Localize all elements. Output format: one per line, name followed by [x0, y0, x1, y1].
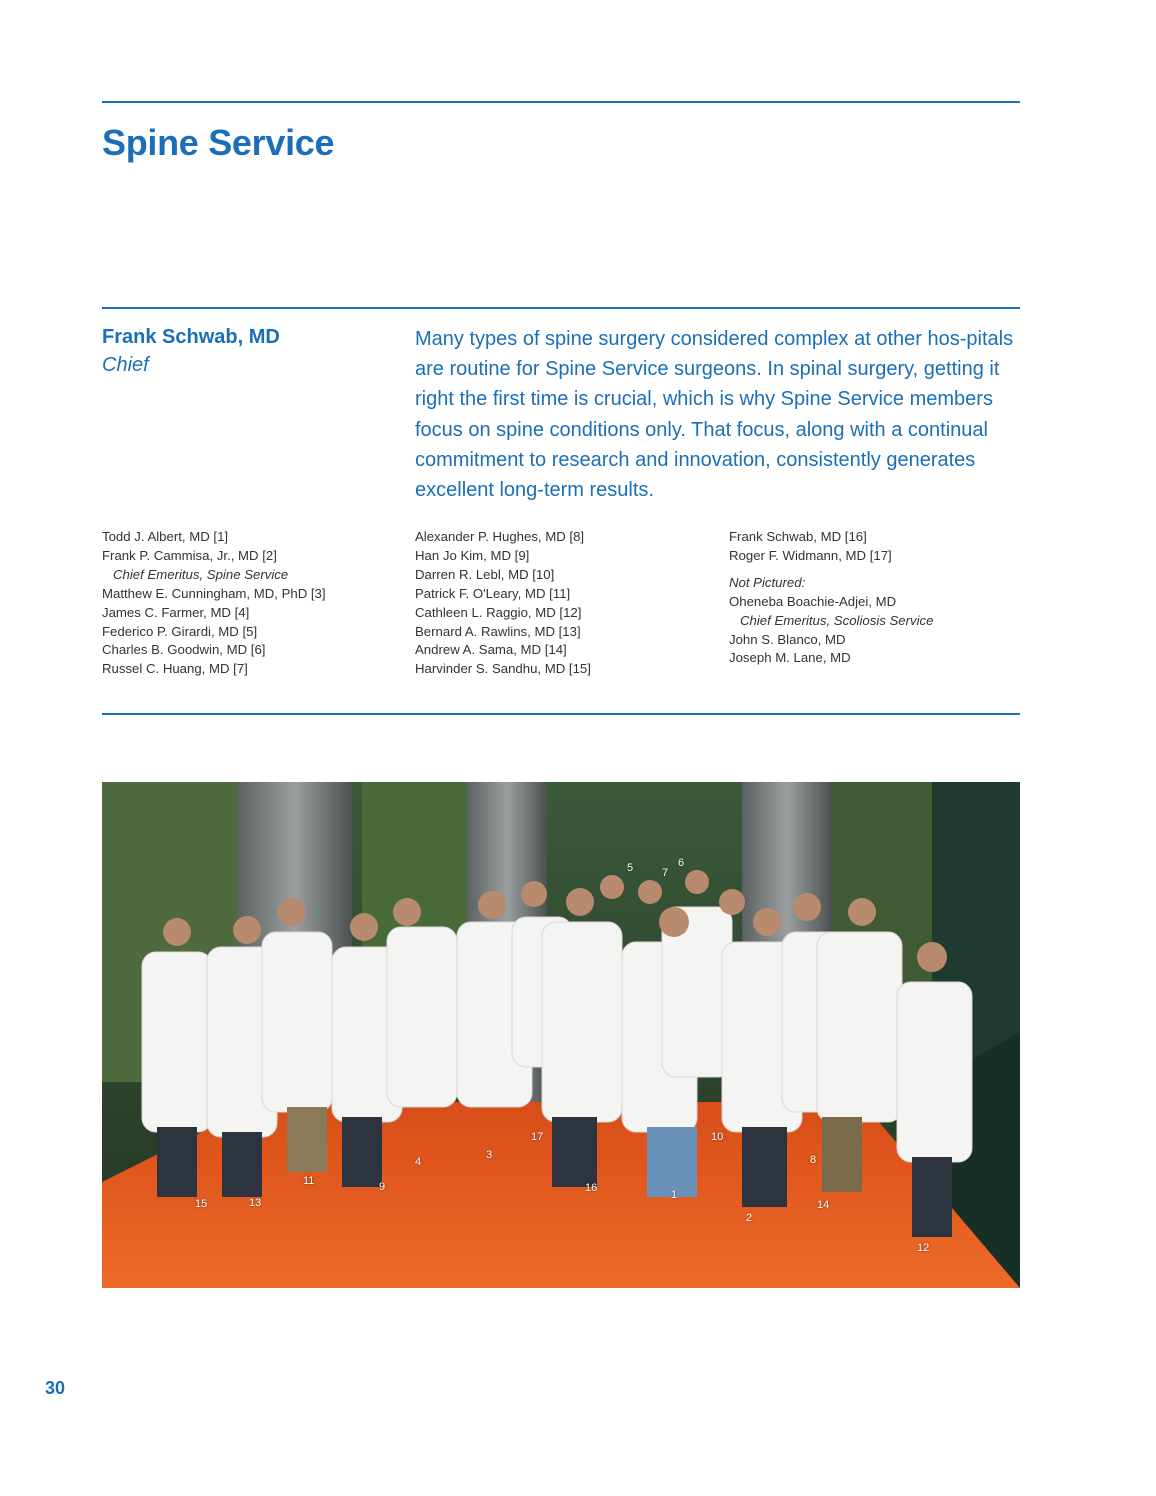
member: Andrew A. Sama, MD [14] — [415, 642, 567, 658]
page-number: 30 — [45, 1378, 66, 1398]
photo-number: 2 — [746, 1212, 753, 1224]
photo-number: 13 — [249, 1197, 262, 1209]
member: John S. Blanco, MD — [729, 631, 846, 647]
member: Charles B. Goodwin, MD [6] — [102, 642, 266, 658]
member: Bernard A. Rawlins, MD [13] — [415, 623, 581, 639]
member: Roger F. Widmann, MD [17] — [729, 547, 892, 563]
section-rule — [102, 307, 1020, 309]
photo-number: 10 — [711, 1131, 724, 1143]
photo-number: 15 — [195, 1198, 208, 1210]
member: Oheneba Boachie-Adjei, MD — [729, 593, 897, 609]
photo-number: 6 — [678, 857, 685, 869]
photo-number: 5 — [627, 862, 634, 874]
not-pictured-label: Not Pictured: — [729, 574, 806, 590]
member: Han Jo Kim, MD [9] — [415, 547, 530, 563]
member: Cathleen L. Raggio, MD [12] — [415, 604, 582, 620]
member-title: Chief Emeritus, Spine Service — [113, 566, 289, 582]
photo-number: 4 — [415, 1156, 422, 1168]
photo-number: 12 — [917, 1242, 930, 1254]
member: Frank P. Cammisa, Jr., MD [2] — [102, 547, 277, 563]
group-photo — [102, 782, 1020, 1288]
photo-number: 14 — [817, 1199, 830, 1211]
photo-number: 11 — [303, 1175, 315, 1187]
photo-number: 9 — [379, 1181, 386, 1193]
member: Patrick F. O'Leary, MD [11] — [415, 585, 571, 601]
member: Darren R. Lebl, MD [10] — [415, 566, 555, 582]
photo-number: 16 — [585, 1182, 598, 1194]
member: Alexander P. Hughes, MD [8] — [415, 529, 585, 544]
group-photo-illustration — [102, 782, 1020, 1288]
chief-name: Frank Schwab, MD — [102, 326, 280, 348]
member-list-1 — [102, 528, 402, 679]
bottom-rule — [102, 713, 1020, 715]
member: Matthew E. Cunningham, MD, PhD [3] — [102, 585, 326, 601]
photo-number: 1 — [671, 1189, 678, 1201]
top-rule — [102, 101, 1020, 103]
member: Harvinder S. Sandhu, MD [15] — [415, 661, 591, 677]
member: James C. Farmer, MD [4] — [102, 604, 250, 620]
chief-role: Chief — [102, 354, 149, 376]
member: Joseph M. Lane, MD — [729, 650, 851, 666]
photo-number: 3 — [486, 1149, 493, 1161]
member-list-2 — [415, 528, 715, 679]
intro-paragraph: Many types of spine surgery considered complex at other hos-pitals are routine for Spine Service surgeons. In spinal surgery, getting it right the first time is crucial, which is why Spine Service members focus on spine conditions only. That focus, along with a continual commitment to research and innovation, consistently generates excellent long-term results. — [415, 328, 1014, 502]
member-list-3 — [729, 528, 1029, 668]
member: Federico P. Girardi, MD [5] — [102, 623, 258, 639]
page-title: Spine Service — [102, 122, 335, 163]
member: Todd J. Albert, MD [1] — [102, 529, 229, 544]
member: Frank Schwab, MD [16] — [729, 529, 867, 544]
photo-number: 7 — [662, 867, 669, 879]
member-title: Chief Emeritus, Scoliosis Service — [740, 612, 934, 628]
photo-number: 17 — [531, 1131, 544, 1143]
member: Russel C. Huang, MD [7] — [102, 661, 248, 677]
photo-number: 8 — [810, 1154, 817, 1166]
